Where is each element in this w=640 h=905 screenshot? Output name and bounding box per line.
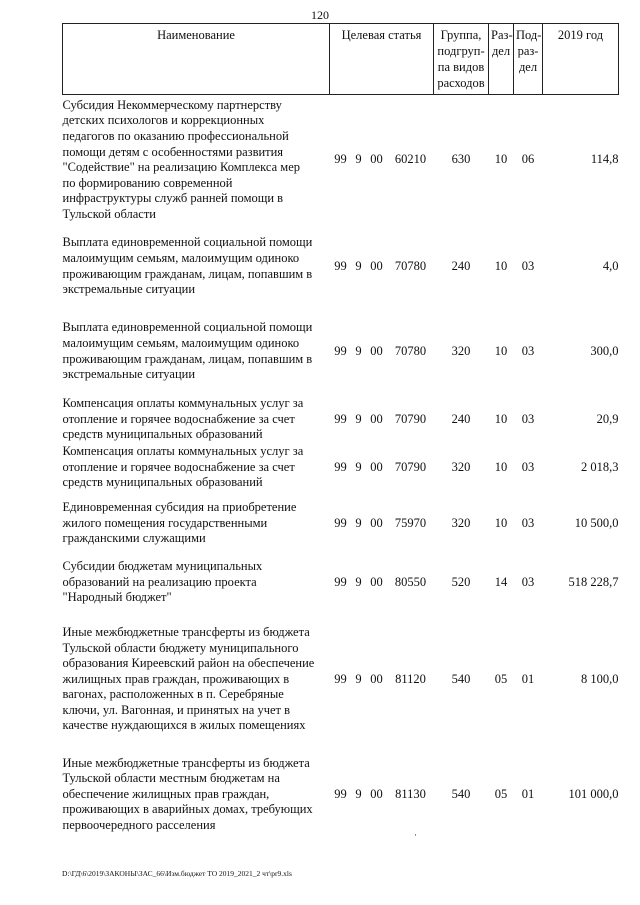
footer-file-path: D:\ГД\6\2019\ЗАКОНЫ\ЗАС_66\Изм.бюджет ТО 2019_2021_2 чт\pr9.xls	[62, 869, 292, 878]
row-razdel: 05	[494, 786, 508, 801]
row-name: Иные межбюджетные трансферты из бюджета Тульской области бюджету муниципального образования Киреевский район на обеспечение жилищных прав граждан, проживающих в вагонах, расположенных в п. Серебряные ключи, ул. Вагонная, и принятых на учет в качестве нуждающихся в жилых помещениях	[62, 624, 315, 733]
row-target-1: 99	[334, 258, 347, 273]
row-razdel: 10	[494, 152, 508, 167]
row-razdel: 10	[494, 258, 508, 273]
row-group: 320	[451, 515, 471, 530]
row-target-3: 00	[370, 152, 383, 167]
row-target-4: 81120	[395, 671, 426, 686]
row-target-3: 00	[370, 671, 383, 686]
row-target-1: 99	[334, 574, 347, 589]
row-target-4: 70790	[394, 459, 427, 474]
row-target-3: 00	[370, 343, 383, 358]
row-target-3: 00	[370, 515, 383, 530]
table-row	[63, 95, 619, 226]
row-group: 540	[451, 671, 471, 686]
row-amount: 518 228,7	[568, 574, 619, 589]
table-row	[63, 226, 619, 308]
row-target-3: 00	[370, 258, 383, 273]
row-podrazdel: 03	[521, 459, 535, 474]
row-target-4: 70780	[394, 258, 427, 273]
row-razdel: 05	[494, 671, 508, 686]
row-target-1: 99	[334, 459, 347, 474]
table-row	[63, 610, 619, 750]
table-row	[63, 444, 619, 492]
row-target-1: 99	[334, 411, 347, 426]
row-group: 320	[451, 343, 471, 358]
table-row	[63, 492, 619, 556]
row-target-3: 00	[370, 786, 383, 801]
row-target-4: 70790	[394, 411, 427, 426]
table-row	[63, 396, 619, 444]
row-podrazdel: 03	[521, 258, 535, 273]
row-target-4: 70780	[394, 343, 427, 358]
row-target-4: 60210	[394, 152, 427, 167]
row-name: Выплата единовременной социальной помощи малоимущим семьям, малоимущим одиноко проживающим гражданам, лицам, попавшим в экстремальные ситуации	[62, 320, 313, 382]
table-row	[63, 308, 619, 396]
row-target-4: 80550	[394, 574, 427, 589]
row-name: Компенсация оплаты коммунальных услуг за отопление и горячее водоснабжение за счет средств муниципальных образований	[62, 444, 304, 490]
budget-table	[62, 23, 619, 840]
header-target-article: Целевая статья	[330, 24, 434, 95]
row-razdel: 10	[494, 515, 508, 530]
row-target-3: 00	[370, 411, 383, 426]
header-razdel: Раз- дел	[489, 24, 514, 95]
row-amount: 8 100,0	[581, 671, 619, 686]
header-podrazdel: Под- раз- дел	[514, 24, 543, 95]
row-podrazdel: 01	[521, 671, 535, 686]
row-group: 520	[451, 574, 471, 589]
row-podrazdel: 03	[521, 343, 535, 358]
row-podrazdel: 06	[521, 152, 535, 167]
row-amount: 4,0	[602, 258, 619, 273]
row-target-1: 99	[334, 786, 347, 801]
row-razdel: 10	[494, 343, 508, 358]
row-razdel: 10	[494, 459, 508, 474]
row-group: 320	[451, 459, 471, 474]
row-target-3: 00	[370, 574, 383, 589]
row-target-3: 00	[370, 459, 383, 474]
row-group: 630	[451, 152, 471, 167]
row-target-2: 9	[355, 411, 362, 426]
row-target-2: 9	[355, 152, 362, 167]
row-name: Единовременная субсидия на приобретение жилого помещения государственными гражданскими служащими	[62, 500, 297, 546]
row-amount: 101 000,0	[568, 786, 619, 801]
row-name: Субсидии бюджетам муниципальных образований на реализацию проекта "Народный бюджет"	[62, 559, 263, 605]
scan-mark: ·	[414, 830, 417, 840]
row-target-1: 99	[334, 343, 347, 358]
row-amount: 2 018,3	[581, 459, 619, 474]
row-name: Компенсация оплаты коммунальных услуг за отопление и горячее водоснабжение за счет средств муниципальных образований	[62, 396, 304, 442]
row-target-2: 9	[355, 459, 362, 474]
row-amount: 10 500,0	[574, 515, 619, 530]
row-target-1: 99	[334, 515, 347, 530]
row-podrazdel: 03	[521, 515, 535, 530]
row-razdel: 14	[494, 574, 508, 589]
row-name: Иные межбюджетные трансферты из бюджета Тульской области местным бюджетам на обеспечение жилищных прав граждан, проживающих в аварийных домах, требующих первоочередного расселения	[62, 755, 313, 832]
row-target-1: 99	[334, 671, 347, 686]
row-podrazdel: 01	[521, 786, 535, 801]
row-razdel: 10	[494, 411, 508, 426]
row-target-2: 9	[355, 574, 362, 589]
row-target-2: 9	[355, 258, 362, 273]
header-year: 2019 год	[543, 24, 619, 95]
row-amount: 300,0	[590, 343, 619, 358]
row-group: 540	[451, 786, 471, 801]
table-row	[63, 556, 619, 610]
row-podrazdel: 03	[521, 574, 535, 589]
table-header-row	[63, 24, 619, 95]
header-group: Группа, подгруп- па видов расходов	[434, 24, 489, 95]
row-group: 240	[451, 258, 471, 273]
row-target-1: 99	[334, 152, 347, 167]
row-target-4: 75970	[394, 515, 427, 530]
row-target-2: 9	[355, 786, 362, 801]
row-amount: 20,9	[596, 411, 619, 426]
row-target-2: 9	[355, 343, 362, 358]
table-row	[63, 750, 619, 840]
row-podrazdel: 03	[521, 411, 535, 426]
row-name: Выплата единовременной социальной помощи малоимущим семьям, малоимущим одиноко проживающим гражданам, лицам, попавшим в экстремальные ситуации	[62, 235, 313, 297]
row-target-2: 9	[355, 671, 362, 686]
row-group: 240	[451, 411, 471, 426]
row-target-4: 81130	[395, 786, 426, 801]
row-target-2: 9	[355, 515, 362, 530]
row-name: Субсидия Некоммерческому партнерству детских психологов и коррекционных педагогов по оказанию профессиональной помощи детям с особенностями развития "Содействие" на реализацию Комплекса мер по формированию современной инфраструктуры служб ранней помощи в Тульской области	[62, 97, 300, 222]
page-number: 120	[311, 8, 329, 22]
header-name: Наименование	[63, 24, 330, 95]
row-amount: 114,8	[590, 152, 619, 167]
